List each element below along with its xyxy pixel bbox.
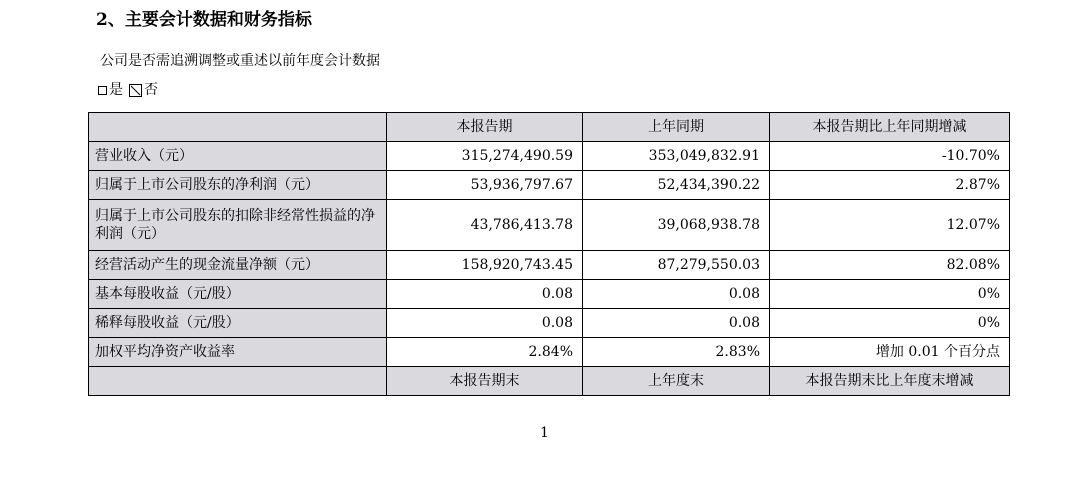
table-row [89,309,1010,338]
table-cell: 52,434,390.22 [583,171,770,200]
table-row [89,338,1010,367]
table-cell: 增加 0.01 个百分点 [770,338,1010,367]
choice-yes-label: 是 [109,82,123,98]
table-cell: 0% [770,309,1010,338]
choice-no-label: 否 [144,82,158,98]
table-cell: 87,279,550.03 [583,251,770,280]
yes-no-choice [98,80,158,100]
table-cell: 39,068,938.78 [583,200,770,251]
table-cell: 53,936,797.67 [387,171,583,200]
table-cell: 2.84% [387,338,583,367]
row-label: 稀释每股收益（元/股） [89,309,387,338]
header-cell [89,113,387,142]
table-cell: -10.70% [770,142,1010,171]
table-cell: 315,274,490.59 [387,142,583,171]
retroactive-adjustment-question: 公司是否需追溯调整或重述以前年度会计数据 [100,53,380,69]
header-cell: 上年同期 [583,113,770,142]
table-cell: 12.07% [770,200,1010,251]
table-row [89,200,1010,251]
table-row [89,142,1010,171]
unchecked-box-icon [98,86,107,95]
table-cell: 0.08 [387,280,583,309]
row-label: 归属于上市公司股东的净利润（元） [89,171,387,200]
header-cell: 本报告期末 [387,367,583,396]
header-cell: 本报告期比上年同期增减 [770,113,1010,142]
checked-box-icon [129,84,142,97]
row-label: 加权平均净资产收益率 [89,338,387,367]
table-cell: 353,049,832.91 [583,142,770,171]
table-row [89,171,1010,200]
table-cell: 2.87% [770,171,1010,200]
table-cell: 2.83% [583,338,770,367]
header-cell [89,367,387,396]
row-label: 营业收入（元） [89,142,387,171]
row-label: 基本每股收益（元/股） [89,280,387,309]
header-cell: 本报告期 [387,113,583,142]
table-cell: 0% [770,280,1010,309]
header-cell: 上年度末 [583,367,770,396]
row-label: 经营活动产生的现金流量净额（元） [89,251,387,280]
table-footer-header-row [89,367,1010,396]
table-row [89,251,1010,280]
table-cell: 0.08 [583,309,770,338]
section-title: 2、主要会计数据和财务指标 [96,10,312,30]
table-cell: 0.08 [583,280,770,309]
table-header-row [89,113,1010,142]
header-cell: 本报告期末比上年度末增减 [770,367,1010,396]
table-cell: 158,920,743.45 [387,251,583,280]
row-label: 归属于上市公司股东的扣除非经常性损益的净利润（元） [89,200,387,251]
table-cell: 43,786,413.78 [387,200,583,251]
table-row [89,280,1010,309]
page-number: 1 [540,425,549,441]
table-cell: 0.08 [387,309,583,338]
table-cell: 82.08% [770,251,1010,280]
financial-indicators-table [88,112,1010,396]
